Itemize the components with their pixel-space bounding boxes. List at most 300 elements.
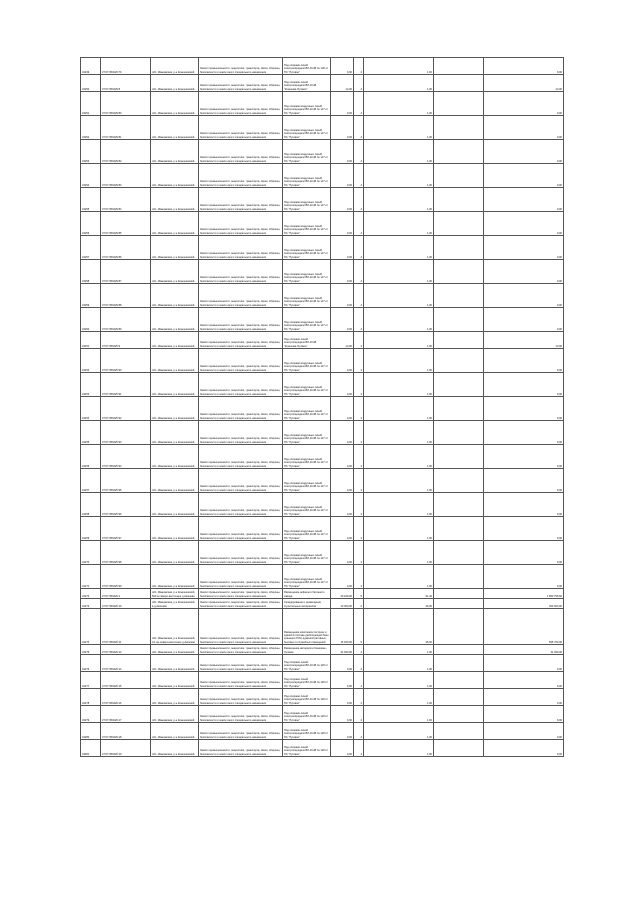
land-category: Земли промышленности, энергетики, транспорта, связи, обороны, безопасности и земли иного специального назначения — [199, 421, 283, 445]
cadastral-number: 37:07:050426:11 — [101, 609, 151, 645]
area: 9,00 — [331, 689, 354, 706]
cadastral-value: 9,00 — [484, 706, 564, 723]
address: обл. Ивановская, р-н Кинешемский — [151, 645, 199, 655]
blank-cell — [434, 589, 484, 599]
cadastral-value: 9,00 — [484, 517, 564, 541]
row-number: 34271 — [81, 565, 101, 589]
group: 4 — [354, 689, 364, 706]
address: обл. Ивановская, р-н Кинешемский — [151, 92, 199, 116]
cadastral-value: 9,00 — [484, 723, 564, 740]
group: 4 — [354, 260, 364, 284]
area: 9,00 — [331, 284, 354, 308]
group: 5 — [354, 609, 364, 645]
group: 4 — [354, 672, 364, 689]
table-row — [81, 188, 564, 212]
group: 4 — [354, 58, 364, 75]
area: 31 390,00 — [331, 645, 354, 655]
row-number: 34276 — [81, 655, 101, 672]
land-category: Земли промышленности, энергетики, транспорта, связи, обороны, безопасности и земли иного специального назначения — [199, 397, 283, 421]
land-category: Земли промышленности, энергетики, транспорта, связи, обороны, безопасности и земли иного специального назначения — [199, 541, 283, 565]
group: 4 — [354, 373, 364, 397]
cadastral-value: 9,00 — [484, 672, 564, 689]
blank-cell — [434, 332, 484, 349]
row-number: 34253 — [81, 140, 101, 164]
area: 9,00 — [331, 236, 354, 260]
row-number: 34278 — [81, 689, 101, 706]
land-category: Земли промышленности, энергетики, транспорта, связи, обороны, безопасности и земли иного специального назначения — [199, 565, 283, 589]
land-category: Земли промышленности, энергетики, транспорта, связи, обороны, безопасности и земли иного специального назначения — [199, 740, 283, 757]
row-number: 34256 — [81, 212, 101, 236]
table-row — [81, 740, 564, 757]
specific-value: 1,00 — [364, 212, 434, 236]
area: 15 460,00 — [331, 609, 354, 645]
cadastral-value: 9,00 — [484, 284, 564, 308]
blank-cell — [434, 645, 484, 655]
land-category: Земли промышленности, энергетики, транспорта, связи, обороны, безопасности и земли иного специального назначения — [199, 493, 283, 517]
address: обл. Ивановская, р-н Кинешемский — [151, 655, 199, 672]
address: обл. Ивановская, р-н Кинешемский — [151, 565, 199, 589]
group: 4 — [354, 517, 364, 541]
address: обл. Ивановская, р-н Кинешемский, 0,1 км северо-восточнее д.Акишево — [151, 609, 199, 645]
blank-cell — [434, 58, 484, 75]
land-category: Земли промышленности, энергетики, транспорта, связи, обороны, безопасности и земли иного специального назначения — [199, 599, 283, 609]
area: 9,00 — [331, 397, 354, 421]
blank-cell — [434, 517, 484, 541]
cadastral-number: 37:07:050425:96 — [101, 493, 151, 517]
table-row — [81, 493, 564, 517]
cadastral-number: 37:07:050426:10 — [101, 599, 151, 609]
address: обл. Ивановская, р-н Кинешемский — [151, 469, 199, 493]
permitted-use: Под опорами воздушных линий электропередачи ВЛ-10 кВ № 117 от ПС "Луговое" — [283, 541, 331, 565]
address: обл. Ивановская, р-н Кинешемский — [151, 397, 199, 421]
area: 9,00 — [331, 655, 354, 672]
permitted-use: Под опорами воздушных линий электропередачи ВЛ-10 кВ № 117 от ПС "Луговое" — [283, 565, 331, 589]
address: обл. Ивановская, р-н Кинешемский — [151, 421, 199, 445]
land-category: Земли промышленности, энергетики, транспорта, связи, обороны, безопасности и земли иного специального назначения — [199, 655, 283, 672]
permitted-use: Под опорами воздушных линий электропередачи ВЛ-10 кВ № 117 от ПС "Луговое" — [283, 236, 331, 260]
area: 9,00 — [331, 188, 354, 212]
row-number: 34254 — [81, 164, 101, 188]
land-category: Земли промышленности, энергетики, транспорта, связи, обороны, безопасности и земли иного специального назначения — [199, 706, 283, 723]
area: 9,00 — [331, 740, 354, 757]
cadastral-value: 9,00 — [484, 188, 564, 212]
specific-value: 1,00 — [364, 493, 434, 517]
group: 4 — [354, 706, 364, 723]
row-number: 34280 — [81, 723, 101, 740]
address: обл. Ивановская, р-н Кинешемский — [151, 260, 199, 284]
group: 4 — [354, 445, 364, 469]
cadastral-number: 37:07:050425:88 — [101, 284, 151, 308]
group: 4 — [354, 284, 364, 308]
row-number: 34273 — [81, 599, 101, 609]
cadastral-value: 9,00 — [484, 260, 564, 284]
group: 4 — [354, 349, 364, 373]
blank-cell — [434, 188, 484, 212]
land-category: Земли промышленности, энергетики, транспорта, связи, обороны, безопасности и земли иного специального назначения — [199, 672, 283, 689]
permitted-use: Под опорами воздушных линий электропередачи ВЛ-10 кВ № 117 от ПС "Луговое" — [283, 469, 331, 493]
blank-cell — [434, 260, 484, 284]
row-number: 34251 — [81, 92, 101, 116]
row-number: 34268 — [81, 493, 101, 517]
table-row — [81, 373, 564, 397]
group: 4 — [354, 92, 364, 116]
register-sheet — [80, 57, 563, 757]
group: 4 — [354, 723, 364, 740]
land-category: Земли промышленности, энергетики, транспорта, связи, обороны, безопасности и земли иного специального назначения — [199, 445, 283, 469]
area: 9,00 — [331, 421, 354, 445]
area: 9,00 — [331, 164, 354, 188]
cadastral-value: 9,00 — [484, 308, 564, 332]
specific-value: 1,00 — [364, 655, 434, 672]
cadastral-number: 37:07:050426:14 — [101, 655, 151, 672]
blank-cell — [434, 397, 484, 421]
cadastral-value: 14,00 — [484, 75, 564, 92]
cadastral-number: 37:07:050425:80 — [101, 92, 151, 116]
cadastral-number: 37:07:050425:8 — [101, 75, 151, 92]
cadastral-number: 37:07:050425:98 — [101, 541, 151, 565]
permitted-use: Под опорами линий электропередачи ВЛ-10 кВ № 118 от ПС "Луговое" — [283, 655, 331, 672]
land-category: Земли промышленности, энергетики, транспорта, связи, обороны, безопасности и земли иного специального назначения — [199, 609, 283, 645]
permitted-use: Под опорами воздушных линий электропередачи ВЛ-10 кВ № 117 от ПС "Луговое" — [283, 373, 331, 397]
specific-value: 1,00 — [364, 541, 434, 565]
area: 9,00 — [331, 212, 354, 236]
land-category: Земли промышленности, энергетики, транспорта, связи, обороны, безопасности и земли иного специального назначения — [199, 260, 283, 284]
permitted-use: Под опорами воздушных линий электропередачи ВЛ-10 кВ № 117 от ПС "Луговое" — [283, 349, 331, 373]
blank-cell — [434, 655, 484, 672]
area: 9,00 — [331, 58, 354, 75]
permitted-use: Под опорами воздушных линий электропередачи ВЛ-10 кВ № 117 от ПС "Луговое" — [283, 308, 331, 332]
group: 5 — [354, 589, 364, 599]
cadastral-number: 37:07:050425:85 — [101, 212, 151, 236]
table-row — [81, 308, 564, 332]
land-category: Земли промышленности, энергетики, транспорта, связи, обороны, безопасности и земли иного специального назначения — [199, 469, 283, 493]
permitted-use: Под опорами воздушных линий электропередачи ВЛ-10 кВ № 117 от ПС "Луговое" — [283, 188, 331, 212]
blank-cell — [434, 689, 484, 706]
address: обл. Ивановская, р-н Кинешемский, в д.Акишево — [151, 599, 199, 609]
cadastral-value: 9,00 — [484, 116, 564, 140]
area: 9,00 — [331, 469, 354, 493]
cadastral-value: 9,00 — [484, 445, 564, 469]
cadastral-number: 37:07:050425:89 — [101, 308, 151, 332]
row-number: 34275 — [81, 645, 101, 655]
specific-value: 1,00 — [364, 349, 434, 373]
group: 4 — [354, 308, 364, 332]
specific-value: 1,00 — [364, 421, 434, 445]
table-row — [81, 655, 564, 672]
area: 20 249,00 — [331, 589, 354, 599]
blank-cell — [434, 75, 484, 92]
address: обл. Ивановская, р-н Кинешемский — [151, 188, 199, 212]
specific-value: 1,00 — [364, 260, 434, 284]
cadastral-value: 9,00 — [484, 421, 564, 445]
specific-value: 1,00 — [364, 565, 434, 589]
table-row — [81, 672, 564, 689]
table-row — [81, 284, 564, 308]
blank-cell — [434, 706, 484, 723]
land-category: Земли промышленности, энергетики, транспорта, связи, обороны, безопасности и земли иного специального назначения — [199, 308, 283, 332]
cadastral-value: 9,00 — [484, 164, 564, 188]
row-number: 34279 — [81, 706, 101, 723]
cadastral-value: 9,00 — [484, 58, 564, 75]
cadastral-number: 37:07:050426:18 — [101, 723, 151, 740]
blank-cell — [434, 723, 484, 740]
address: обл. Ивановская, р-н Кинешемский — [151, 332, 199, 349]
group: 4 — [354, 212, 364, 236]
cadastral-number: 37:07:050425:94 — [101, 445, 151, 469]
specific-value: 1,00 — [364, 92, 434, 116]
blank-cell — [434, 740, 484, 757]
permitted-use: Под опорами воздушных линий электропередачи ВЛ-10 кВ № 117 от ПС "Луговое" — [283, 164, 331, 188]
land-category: Земли промышленности, энергетики, транспорта, связи, обороны, безопасности и земли иного специального назначения — [199, 212, 283, 236]
address: обл. Ивановская, р-н Кинешемский, 500 м северо-восточнее д.Акишево — [151, 589, 199, 599]
cadastral-value: 9,00 — [484, 236, 564, 260]
table-row — [81, 236, 564, 260]
blank-cell — [434, 140, 484, 164]
row-number: 34252 — [81, 116, 101, 140]
group: 4 — [354, 75, 364, 92]
cadastral-number: 37:07:050426:79 — [101, 58, 151, 75]
table-row — [81, 565, 564, 589]
table-row — [81, 116, 564, 140]
land-category: Земли промышленности, энергетики, транспорта, связи, обороны, безопасности и земли иного специального назначения — [199, 188, 283, 212]
permitted-use: Под опорами линий электропередачи ВЛ-10 кВ "Кинешма-Луговое" — [283, 332, 331, 349]
address: обл. Ивановская, р-н Кинешемский — [151, 308, 199, 332]
permitted-use: Размещение автодороги Кинешма - Луговое — [283, 645, 331, 655]
land-category: Земли промышленности, энергетики, транспорта, связи, обороны, безопасности и земли иного специального назначения — [199, 164, 283, 188]
table-row — [81, 589, 564, 599]
row-number: 34267 — [81, 469, 101, 493]
permitted-use: Под опорами воздушных линий электропередачи ВЛ-10 кВ № 117 от ПС "Луговое" — [283, 284, 331, 308]
permitted-use: Под опорами линий электропередачи ВЛ-10 кВ № 118 от ПС "Луговое" — [283, 689, 331, 706]
area: 9,00 — [331, 672, 354, 689]
address: обл. Ивановская, р-н Кинешемский — [151, 284, 199, 308]
land-category: Земли промышленности, энергетики, транспорта, связи, обороны, безопасности и земли иного специального назначения — [199, 373, 283, 397]
specific-value: 1,00 — [364, 188, 434, 212]
land-category: Земли промышленности, энергетики, транспорта, связи, обороны, безопасности и земли иного специального назначения — [199, 689, 283, 706]
cadastral-value: 9,00 — [484, 689, 564, 706]
blank-cell — [434, 284, 484, 308]
permitted-use: Под опорами линий электропередачи ВЛ-10 кВ № 118 от ПС "Луговое" — [283, 740, 331, 757]
permitted-use: Под опорами линий электропередачи ВЛ-10 кВ № 118 от ПС "Луговое" — [283, 706, 331, 723]
table-row — [81, 140, 564, 164]
row-number: 34281 — [81, 740, 101, 757]
cadastral-value: 13,00 — [484, 332, 564, 349]
group: 2 — [354, 599, 364, 609]
specific-value: 1,00 — [364, 672, 434, 689]
row-number: 34262 — [81, 349, 101, 373]
specific-value: 1,00 — [364, 140, 434, 164]
land-category: Земли промышленности, энергетики, транспорта, связи, обороны, безопасности и земли иного специального назначения — [199, 284, 283, 308]
area: 9,00 — [331, 308, 354, 332]
land-category: Земли промышленности, энергетики, транспорта, связи, обороны, безопасности и земли иного специального назначения — [199, 645, 283, 655]
specific-value: 1,00 — [364, 740, 434, 757]
row-number: 34270 — [81, 541, 101, 565]
cadastral-number: 37:07:050426:1 — [101, 589, 151, 599]
group: 4 — [354, 332, 364, 349]
cadastral-value: 9,00 — [484, 469, 564, 493]
group: 4 — [354, 116, 364, 140]
area: 9,00 — [331, 140, 354, 164]
land-category: Земли промышленности, энергетики, транспорта, связи, обороны, безопасности и земли иного специального назначения — [199, 332, 283, 349]
cadastral-value: 9,00 — [484, 373, 564, 397]
row-number: 34258 — [81, 260, 101, 284]
cadastral-number: 37:07:050426:17 — [101, 706, 151, 723]
permitted-use: Под опорами воздушных линий электропередачи ВЛ-10 кВ № 117 от ПС "Луговое" — [283, 421, 331, 445]
land-category: Земли промышленности, энергетики, транспорта, связи, обороны, безопасности и земли иного специального назначения — [199, 92, 283, 116]
table-row — [81, 469, 564, 493]
cadastral-number: 37:07:050425:97 — [101, 517, 151, 541]
table-row — [81, 723, 564, 740]
cadastral-value: 9,00 — [484, 140, 564, 164]
area: 9,00 — [331, 723, 354, 740]
cadastral-number: 37:07:050425:87 — [101, 260, 151, 284]
cadastral-value: 9,00 — [484, 493, 564, 517]
area: 9,00 — [331, 260, 354, 284]
cadastral-number: 37:07:050426:12 — [101, 645, 151, 655]
land-category: Земли промышленности, энергетики, транспорта, связи, обороны, безопасности и земли иного специального назначения — [199, 589, 283, 599]
row-number: 34265 — [81, 421, 101, 445]
specific-value: 91,40 — [364, 589, 434, 599]
cadastral-value: 9,00 — [484, 655, 564, 672]
cadastral-number: 37:07:050425:82 — [101, 140, 151, 164]
cadastral-value: 695 700,00 — [484, 609, 564, 645]
table-row — [81, 689, 564, 706]
table-row — [81, 58, 564, 75]
group: 4 — [354, 397, 364, 421]
address: обл. Ивановская, р-н Кинешемский — [151, 723, 199, 740]
group: 4 — [354, 469, 364, 493]
row-number: 34272 — [81, 589, 101, 599]
address: обл. Ивановская, р-н Кинешемский — [151, 706, 199, 723]
row-number: 34257 — [81, 236, 101, 260]
address: обл. Ивановская, р-н Кинешемский — [151, 689, 199, 706]
land-category: Земли промышленности, энергетики, транспорта, связи, обороны, безопасности и земли иного специального назначения — [199, 236, 283, 260]
blank-cell — [434, 421, 484, 445]
cadastral-value: 9,00 — [484, 397, 564, 421]
blank-cell — [434, 308, 484, 332]
area: 9,00 — [331, 92, 354, 116]
land-register-table — [80, 57, 564, 757]
specific-value: 1,00 — [364, 58, 434, 75]
specific-value: 1,00 — [364, 397, 434, 421]
row-number: 34274 — [81, 609, 101, 645]
table-row — [81, 212, 564, 236]
cadastral-value: 9,00 — [484, 92, 564, 116]
address: обл. Ивановская, р-н Кинешемский — [151, 58, 199, 75]
table-row — [81, 541, 564, 565]
area: 9,00 — [331, 706, 354, 723]
blank-cell — [434, 212, 484, 236]
blank-cell — [434, 541, 484, 565]
table-row — [81, 517, 564, 541]
land-category: Земли промышленности, энергетики, транспорта, связи, обороны, безопасности и земли иного специального назначения — [199, 116, 283, 140]
address: обл. Ивановская, р-н Кинешемский — [151, 517, 199, 541]
permitted-use: Под опорами воздушных линий электропередачи ВЛ-10 кВ № 117 от ПС "Луговое" — [283, 517, 331, 541]
address: обл. Ивановская, р-н Кинешемский — [151, 140, 199, 164]
cadastral-number: 37:07:050426:16 — [101, 689, 151, 706]
blank-cell — [434, 349, 484, 373]
specific-value: 1,00 — [364, 445, 434, 469]
cadastral-number: 37:07:050425:81 — [101, 116, 151, 140]
address: обл. Ивановская, р-н Кинешемский — [151, 740, 199, 757]
cadastral-number: 37:07:050425:92 — [101, 397, 151, 421]
group: 4 — [354, 188, 364, 212]
specific-value: 1,00 — [364, 236, 434, 260]
table-row — [81, 421, 564, 445]
cadastral-number: 37:07:050426:15 — [101, 672, 151, 689]
cadastral-value: 9,00 — [484, 541, 564, 565]
blank-cell — [434, 672, 484, 689]
blank-cell — [434, 373, 484, 397]
area: 9,00 — [331, 445, 354, 469]
area: 9,00 — [331, 517, 354, 541]
row-number: 34249 — [81, 58, 101, 75]
specific-value: 1,00 — [364, 517, 434, 541]
permitted-use: Под опорами линий электропередачи ВЛ-10 кВ № 118 от ПС "Луговое" — [283, 672, 331, 689]
permitted-use: Под опорами воздушных линий электропередачи ВЛ-10 кВ № 117 от ПС "Луговое" — [283, 260, 331, 284]
specific-value: 1,00 — [364, 332, 434, 349]
area: 14,00 — [331, 75, 354, 92]
specific-value: 1,00 — [364, 689, 434, 706]
table-row — [81, 397, 564, 421]
table-row — [81, 75, 564, 92]
permitted-use: Под опорами воздушных линий электропередачи ВЛ-10 кВ № 117 от ПС "Луговое" — [283, 212, 331, 236]
address: обл. Ивановская, р-н Кинешемский — [151, 373, 199, 397]
land-category: Земли промышленности, энергетики, транспорта, связи, обороны, безопасности и земли иного специального назначения — [199, 349, 283, 373]
permitted-use: Под опорами воздушных линий электропередачи ВЛ-10 кВ № 117 от ПС "Луговое" — [283, 445, 331, 469]
cadastral-number: 37:07:050425:9 — [101, 332, 151, 349]
table-row — [81, 599, 564, 609]
area: 9,00 — [331, 565, 354, 589]
group: 4 — [354, 140, 364, 164]
cadastral-value: 9,00 — [484, 740, 564, 757]
land-category: Земли промышленности, энергетики, транспорта, связи, обороны, безопасности и земли иного специального назначения — [199, 723, 283, 740]
area: 9,00 — [331, 349, 354, 373]
group: 4 — [354, 655, 364, 672]
cadastral-number: 37:07:050425:91 — [101, 373, 151, 397]
cadastral-number: 37:07:050425:99 — [101, 565, 151, 589]
cadastral-number: 37:07:050425:86 — [101, 236, 151, 260]
specific-value: 46,00 — [364, 599, 434, 609]
area: 10 000,00 — [331, 599, 354, 609]
address: обл. Ивановская, р-н Кинешемский — [151, 116, 199, 140]
cadastral-number: 37:07:050426:19 — [101, 740, 151, 757]
table-row — [81, 349, 564, 373]
row-number: 34277 — [81, 672, 101, 689]
specific-value: 1,00 — [364, 723, 434, 740]
cadastral-number: 37:07:050425:84 — [101, 188, 151, 212]
address: обл. Ивановская, р-н Кинешемский — [151, 493, 199, 517]
cadastral-value: 9,00 — [484, 349, 564, 373]
cadastral-value: 9,00 — [484, 565, 564, 589]
area: 9,00 — [331, 493, 354, 517]
blank-cell — [434, 493, 484, 517]
cadastral-number: 37:07:050425:90 — [101, 349, 151, 373]
land-category: Земли промышленности, энергетики, транспорта, связи, обороны, безопасности и земли иного специального назначения — [199, 517, 283, 541]
address: обл. Ивановская, р-н Кинешемский — [151, 672, 199, 689]
cadastral-value: 31 390,00 — [484, 645, 564, 655]
permitted-use: Размещение асфальто бетонного завода — [283, 589, 331, 599]
address: обл. Ивановская, р-н Кинешемский — [151, 164, 199, 188]
area: 13,00 — [331, 332, 354, 349]
cadastral-value: 9,00 — [484, 212, 564, 236]
row-number: 34266 — [81, 445, 101, 469]
blank-cell — [434, 236, 484, 260]
permitted-use: Под опорами воздушных линий электропередачи ВЛ-10 кВ № 117 от ПС "Луговое" — [283, 397, 331, 421]
permitted-use: Складирование и размещение строительных материалов — [283, 599, 331, 609]
specific-value: 45,00 — [364, 609, 434, 645]
specific-value: 1,00 — [364, 645, 434, 655]
